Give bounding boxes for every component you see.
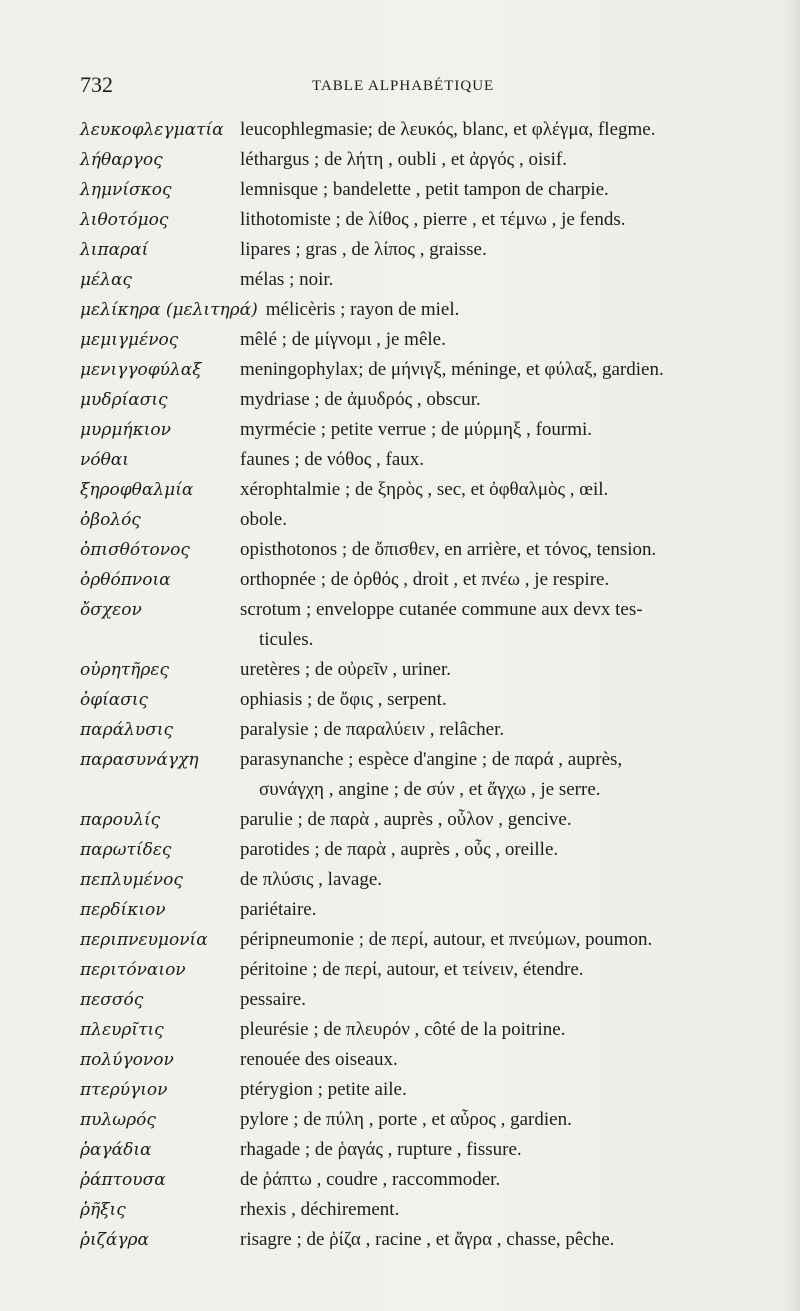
greek-term: ῥαγάδια <box>80 1140 152 1160</box>
glossary-entry <box>80 835 760 865</box>
glossary-entry <box>80 865 760 895</box>
glossary-entry <box>80 1225 760 1255</box>
greek-term: λευκοφλεγματία <box>80 120 224 140</box>
definition: ptérygion ; petite aile. <box>240 1079 407 1100</box>
definition: lemnisque ; bandelette , petit tampon de charpie. <box>240 179 609 200</box>
definition: rhagade ; de ῥαγάς , rupture , fissure. <box>240 1139 522 1160</box>
glossary-entry <box>80 1135 760 1165</box>
definition: uretères ; de οὐρεῖν , uriner. <box>240 659 451 680</box>
definition: mélas ; noir. <box>240 269 334 290</box>
glossary-entry <box>80 1015 760 1045</box>
definition: de ῥάπτω , coudre , raccommoder. <box>240 1169 501 1190</box>
greek-term: λήθαργος <box>80 150 163 170</box>
greek-term: ῥῆξις <box>80 1200 126 1220</box>
glossary-entry <box>80 1165 760 1195</box>
definition: risagre ; de ῥίζα , racine , et ἄγρα , chasse, pêche. <box>240 1229 615 1250</box>
definition: obole. <box>240 509 287 530</box>
glossary-entry <box>80 145 760 175</box>
definition: lithotomiste ; de λίθος , pierre , et τέμνω , je fends. <box>240 209 626 230</box>
greek-term: λιθοτόμος <box>80 210 169 230</box>
glossary-entry <box>80 745 760 805</box>
glossary-entry <box>80 655 760 685</box>
greek-term: παρασυνάγχη <box>80 750 199 770</box>
glossary-entry <box>80 325 760 355</box>
greek-term: παράλυσις <box>80 720 174 740</box>
definition: léthargus ; de λήτη , oubli , et ἀργός , oisif. <box>240 149 567 170</box>
definition: mêlé ; de μίγνομι , je mêle. <box>240 329 446 350</box>
glossary-entry <box>80 955 760 985</box>
glossary-entry <box>80 595 760 655</box>
glossary-entry <box>80 475 760 505</box>
greek-term: ῥάπτουσα <box>80 1170 166 1190</box>
greek-term: ῥιζάγρα <box>80 1230 149 1250</box>
greek-term: περιπνευμονία <box>80 930 208 950</box>
greek-term: οὐρητῆρες <box>80 660 169 680</box>
glossary-entry <box>80 115 760 145</box>
greek-term: ὀβολός <box>80 510 141 530</box>
definition: pylore ; de πύλη , porte , et αὖρος , gardien. <box>240 1109 572 1130</box>
definition: de πλύσις , lavage. <box>240 869 383 890</box>
definition: opisthotonos ; de ὄπισθεν, en arrière, et τόνος, tension. <box>240 539 657 560</box>
definition: parasynanche ; espèce d'angine ; de παρά , auprès, συνάγχη , angine ; de σύν , et ἄγχω , je serre. <box>240 749 623 800</box>
definition: pessaire. <box>240 989 306 1010</box>
definition: parotides ; de παρὰ , auprès , οὖς , oreille. <box>240 839 559 860</box>
greek-term: μυρμήκιον <box>80 420 171 440</box>
greek-term: μέλας <box>80 270 132 290</box>
definition: mydriase ; de ἀμυδρός , obscur. <box>240 389 481 410</box>
greek-term: περδίκιον <box>80 900 166 920</box>
definition: scrotum ; enveloppe cutanée commune aux devx tes- ticules. <box>240 599 643 650</box>
glossary-entry <box>80 385 760 415</box>
definition: renouée des oiseaux. <box>240 1049 398 1070</box>
definition: pleurésie ; de πλευρόν , côté de la poitrine. <box>240 1019 566 1040</box>
glossary-entry <box>80 1105 760 1135</box>
glossary-entry <box>80 445 760 475</box>
greek-term: νόθαι <box>80 450 129 470</box>
glossary-entry <box>80 565 760 595</box>
glossary-entry <box>80 175 760 205</box>
greek-term: μεμιγμένος <box>80 330 179 350</box>
glossary-list <box>80 115 760 1255</box>
definition: xérophtalmie ; de ξηρὸς , sec, et ὀφθαλμὸς , œil. <box>240 479 609 500</box>
definition: faunes ; de νόθος , faux. <box>240 449 425 470</box>
greek-term: πτερύγιον <box>80 1080 168 1100</box>
page-edge-shadow <box>786 0 800 1311</box>
glossary-entry <box>80 205 760 235</box>
greek-term: ὀπισθότονος <box>80 540 190 560</box>
greek-term: ξηροφθαλμία <box>80 480 194 500</box>
glossary-entry <box>80 265 760 295</box>
greek-term: ὄσχεον <box>80 600 142 620</box>
definition: paralysie ; de παραλύειν , relâcher. <box>240 719 505 740</box>
greek-term: περιτόναιον <box>80 960 186 980</box>
definition: parulie ; de παρὰ , auprès , οὖλον , gencive. <box>240 809 572 830</box>
greek-term: λιπαραί <box>80 240 149 260</box>
glossary-entry <box>80 505 760 535</box>
greek-term: μελίκηρα (μελιτηρά) <box>80 300 258 320</box>
greek-term: πεσσός <box>80 990 144 1010</box>
glossary-entry <box>80 415 760 445</box>
greek-term: μυδρίασις <box>80 390 168 410</box>
greek-term: μενιγγοφύλαξ <box>80 360 202 380</box>
definition: péripneumonie ; de περί, autour, et πνεύμων, poumon. <box>240 929 653 950</box>
glossary-entry <box>80 895 760 925</box>
glossary-entry <box>80 685 760 715</box>
definition: ophiasis ; de ὄφις , serpent. <box>240 689 447 710</box>
glossary-entry <box>80 295 760 325</box>
definition: mélicèris ; rayon de miel. <box>265 299 460 320</box>
page-number: 732 <box>80 72 113 97</box>
glossary-entry <box>80 1075 760 1105</box>
glossary-entry <box>80 715 760 745</box>
definition: pariétaire. <box>240 899 317 920</box>
glossary-entry <box>80 235 760 265</box>
glossary-entry <box>80 985 760 1015</box>
greek-term: λημνίσκος <box>80 180 172 200</box>
definition: myrmécie ; petite verrue ; de μύρμηξ , fourmi. <box>240 419 593 440</box>
greek-term: πολύγονον <box>80 1050 174 1070</box>
greek-term: ὀρθόπνοια <box>80 570 171 590</box>
definition: péritoine ; de περί, autour, et τείνειν, étendre. <box>240 959 584 980</box>
greek-term: παρουλίς <box>80 810 161 830</box>
definition: orthopnée ; de ὀρθός , droit , et πνέω , je respire. <box>240 569 610 590</box>
glossary-entry <box>80 1045 760 1075</box>
greek-term: πλευρῖτις <box>80 1020 164 1040</box>
glossary-entry <box>80 355 760 385</box>
page-header <box>80 72 750 102</box>
definition: rhexis , déchirement. <box>240 1199 400 1220</box>
glossary-entry <box>80 805 760 835</box>
greek-term: πεπλυμένος <box>80 870 183 890</box>
definition: leucophlegmasie; de λευκός, blanc, et φλέγμα, flegme. <box>240 119 656 140</box>
glossary-entry <box>80 1195 760 1225</box>
running-head: TABLE ALPHABÉTIQUE <box>312 78 495 94</box>
definition: meningophylax; de μήνιγξ, méninge, et φύλαξ, gardien. <box>240 359 664 380</box>
greek-term: πυλωρός <box>80 1110 156 1130</box>
definition: lipares ; gras , de λίπος , graisse. <box>240 239 487 260</box>
glossary-entry <box>80 535 760 565</box>
glossary-entry <box>80 925 760 955</box>
greek-term: ὀφίασις <box>80 690 149 710</box>
greek-term: παρωτίδες <box>80 840 172 860</box>
